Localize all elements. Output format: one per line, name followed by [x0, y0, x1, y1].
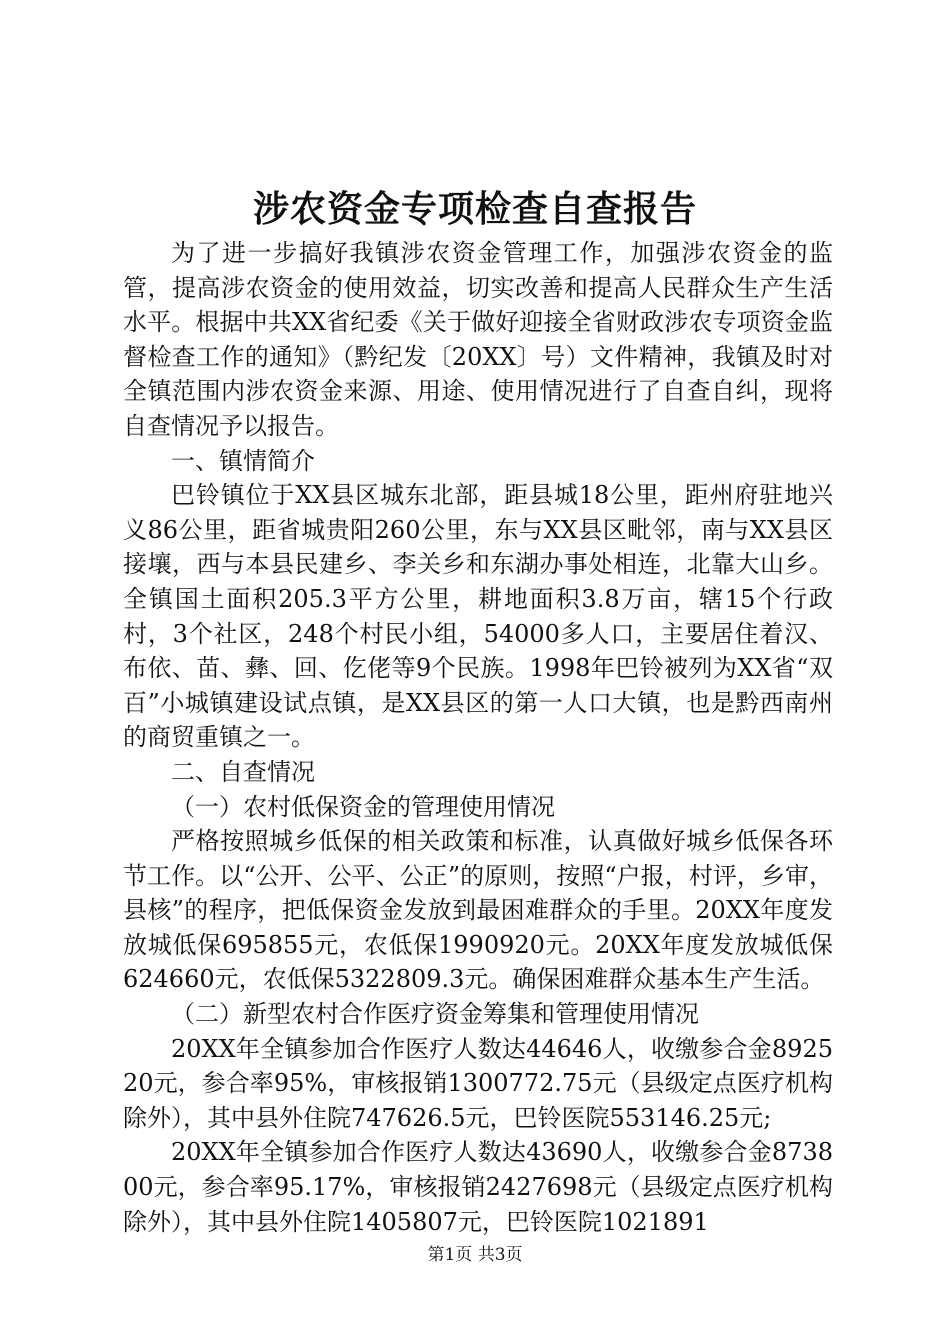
subsection-heading-low-income-subsidy: （一）农村低保资金的管理使用情况 — [171, 792, 555, 821]
document-body — [123, 236, 833, 1239]
town-overview-paragraph: 巴铃镇位于XX县区城东北部，距县城18公里，距州府驻地兴义86公里，距省城贵阳260公里，东与XX县区毗邻，南与XX县区接壤，西与本县民建乡、李关乡和东湖办事处相连，北靠大山乡。全镇国土面积205.3平方公里，耕地面积3.8万亩，辖15个行政村，3个社区，248个村民小组，54000多人口，主要居住着汉、布依、苗、彝、回、仡佬等9个民族。1998年巴铃被列为XX省“双百”小城镇建设试点镇，是XX县区的第一人口大镇，也是黔西南州的商贸重镇之一。 — [123, 481, 833, 752]
cooperative-medical-paragraph-1: 20XX年全镇参加合作医疗人数达44646人，收缴参合金892520元，参合率95%，审核报销1300772.75元（县级定点医疗机构除外），其中县外住院747626.5元，巴铃医院553146.25元; — [123, 1034, 833, 1132]
page-footer: 第1页 共3页 — [427, 1245, 523, 1265]
section-heading-self-inspection: 二、自查情况 — [171, 757, 315, 786]
subsection-heading-cooperative-medical: （二）新型农村合作医疗资金筹集和管理使用情况 — [171, 1000, 699, 1029]
low-income-subsidy-paragraph: 严格按照城乡低保的相关政策和标准，认真做好城乡低保各环节工作。以“公开、公平、公正”的原则，按照“户报，村评，乡审，县核”的程序，把低保资金发放到最困难群众的手里。20XX年度发放城低保695855元，农低保1990920元。20XX年度发放城低保624660元，农低保5322809.3元。确保困难群众基本生产生活。 — [123, 827, 833, 994]
intro-paragraph: 为了进一步搞好我镇涉农资金管理工作，加强涉农资金的监管，提高涉农资金的使用效益，切实改善和提高人民群众生产生活水平。根据中共XX省纪委《关于做好迎接全省财政涉农专项资金监督检查工作的通知》（黔纪发〔20XX〕号）文件精神，我镇及时对全镇范围内涉农资金来源、用途、使用情况进行了自查自纠，现将自查情况予以报告。 — [123, 239, 833, 440]
cooperative-medical-paragraph-2: 20XX年全镇参加合作医疗人数达43690人，收缴参合金873800元，参合率95.17%，审核报销2427698元（县级定点医疗机构除外），其中县外住院1405807元，巴铃医院1021891 — [123, 1138, 833, 1236]
section-heading-town-overview: 一、镇情简介 — [171, 446, 315, 475]
document-title: 涉农资金专项检查自查报告 — [252, 188, 697, 230]
